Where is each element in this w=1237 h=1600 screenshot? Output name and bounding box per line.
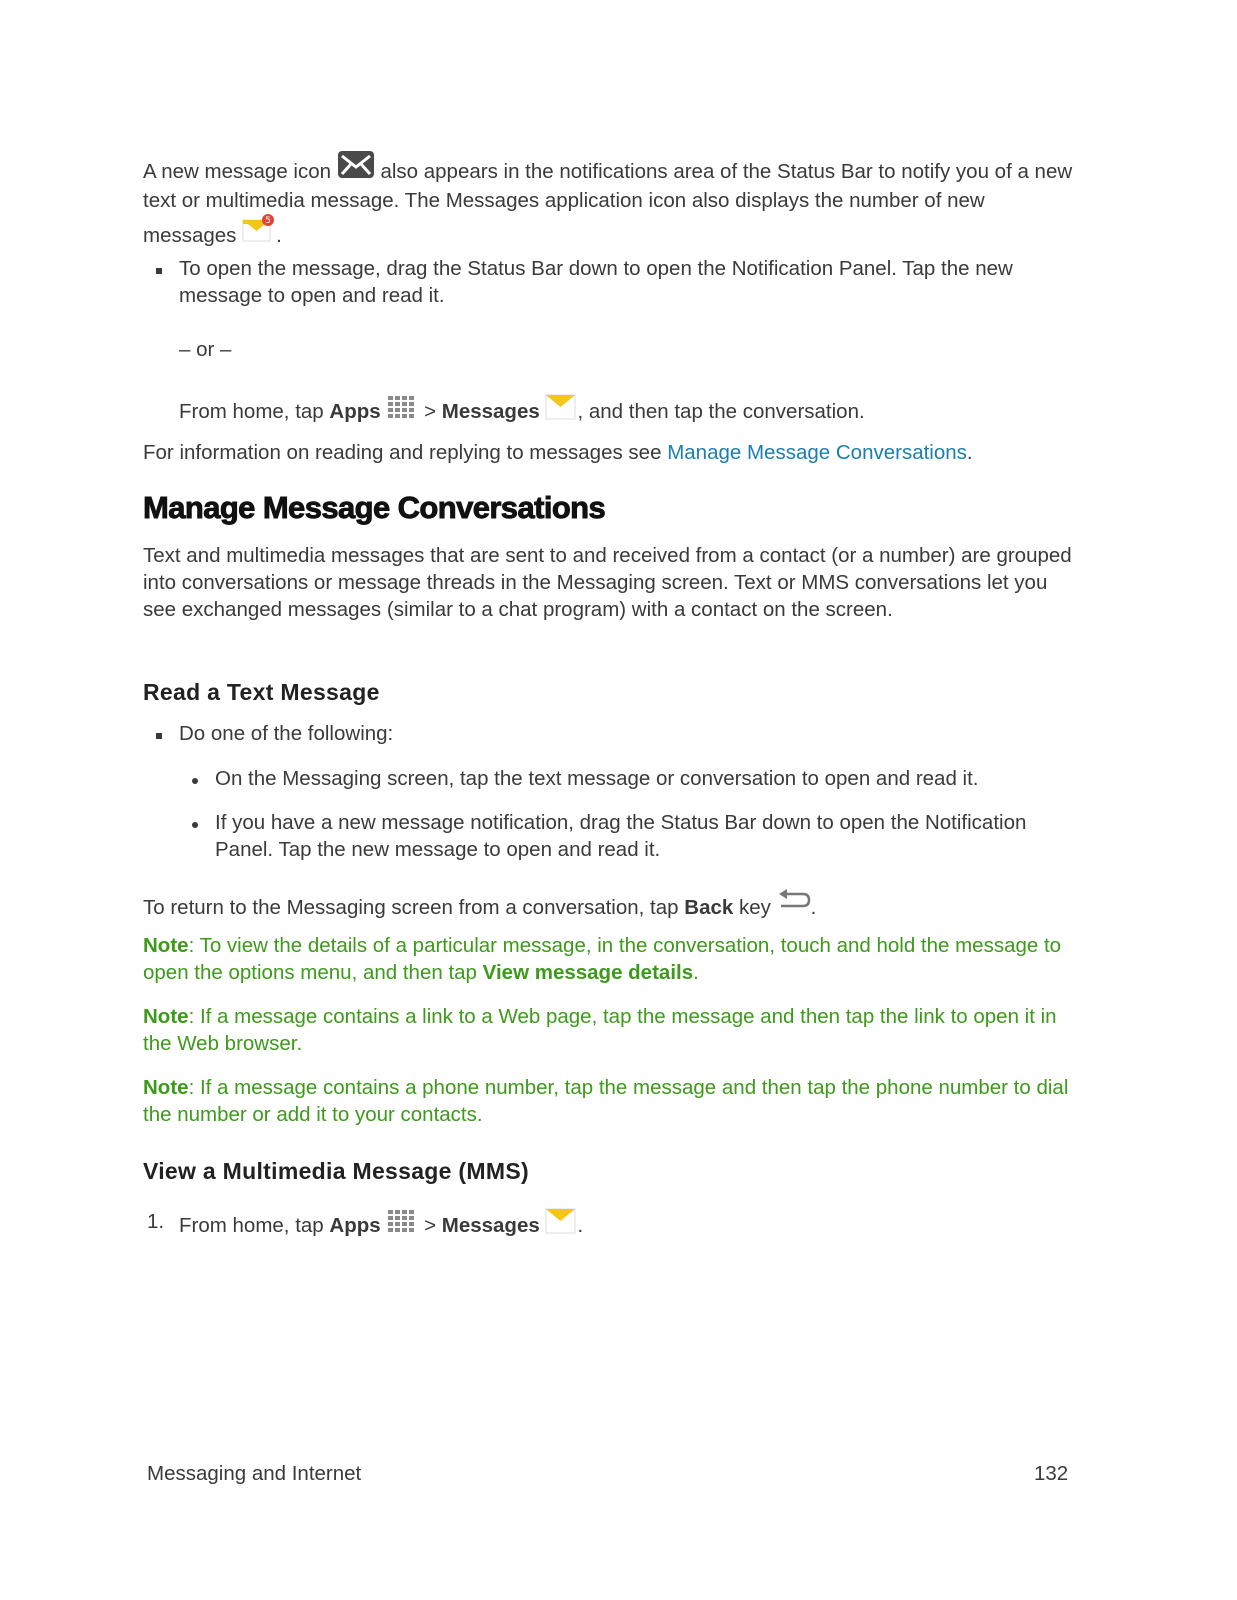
bullet-dot (192, 822, 198, 828)
bullet-open-text: To open the message, drag the Status Bar down to open the Notification Panel. Tap the new message to open and read it. (179, 257, 1013, 307)
back-key-icon (777, 888, 811, 919)
footer-section: Messaging and Internet (147, 1462, 362, 1485)
apps-label: Apps (329, 1214, 381, 1237)
bullet-square (156, 268, 162, 274)
mms-heading: View a Multimedia Message (MMS) (143, 1158, 529, 1184)
back-label: Back (684, 896, 734, 919)
apps-label: Apps (329, 400, 381, 423)
info-line: For information on reading and replying to messages see Manage Message Conversations. (143, 441, 973, 464)
intro-paragraph (143, 150, 1083, 251)
manage-conversations-link[interactable]: Manage Message Conversations (667, 441, 967, 464)
note-3: Note: If a message contains a phone number, tap the message and then tap the phone number to dial the number or add it to your contacts. (143, 1076, 1069, 1126)
note-1: Note: To view the details of a particular message, in the conversation, touch and hold the message to open the options menu, and then tap View message details. (143, 934, 1062, 984)
note-label: Note (143, 934, 189, 957)
intro-text: A new message icon (143, 160, 332, 183)
note-label: Note (143, 1005, 189, 1028)
messages-label: Messages (441, 1214, 540, 1237)
bullet-dot (192, 778, 198, 784)
note-2: Note: If a message contains a link to a Web page, tap the message and then tap the link to open it in the Web browser. (143, 1005, 1057, 1055)
mms-step-1: From home, tap Apps > Messages . (179, 1206, 1079, 1243)
view-details-label: View message details (482, 961, 694, 984)
apps-grid-icon (386, 394, 418, 429)
bullet-square (156, 733, 162, 739)
messages-app-icon (545, 392, 577, 429)
or-separator: – or – (179, 338, 232, 361)
read-sub-1: On the Messaging screen, tap the text message or conversation to open and read it. (215, 767, 979, 790)
messages-app-icon (545, 1206, 577, 1243)
intro-end: . (276, 224, 282, 247)
svg-text:5: 5 (265, 216, 272, 226)
page-number: 132 (1034, 1462, 1069, 1485)
messages-badge-icon (242, 214, 276, 251)
apps-grid-icon (386, 1208, 418, 1243)
read-sub-2: If you have a new message notification, drag the Status Bar down to open the Notification Panel. Tap the new message to open and read it. (215, 811, 1027, 861)
messages-label: Messages (441, 400, 540, 423)
intro-text-2: also appears in the notifications area of the Status Bar to notify you of a new text or multimedia message. The Messages application icon also displays the number of new messages (143, 160, 1073, 247)
section-body: Text and multimedia messages that are sent to and received from a contact (or a number) are grouped into conversations or message threads in the Messaging screen. Text or MMS conversations let you see exchanged messages (similar to a chat program) with a contact on the screen. (143, 544, 1072, 621)
note-label: Note (143, 1076, 189, 1099)
read-bullet: Do one of the following: (179, 722, 394, 745)
step-number: 1. (147, 1210, 165, 1233)
from-home-line: From home, tap Apps > Messages , and then tap the conversation. (179, 392, 1079, 429)
section-title: Manage Message Conversations (143, 490, 606, 525)
new-message-icon (337, 150, 375, 187)
return-line: To return to the Messaging screen from a conversation, tap Back key . (143, 888, 1083, 921)
read-text-heading: Read a Text Message (143, 679, 380, 705)
